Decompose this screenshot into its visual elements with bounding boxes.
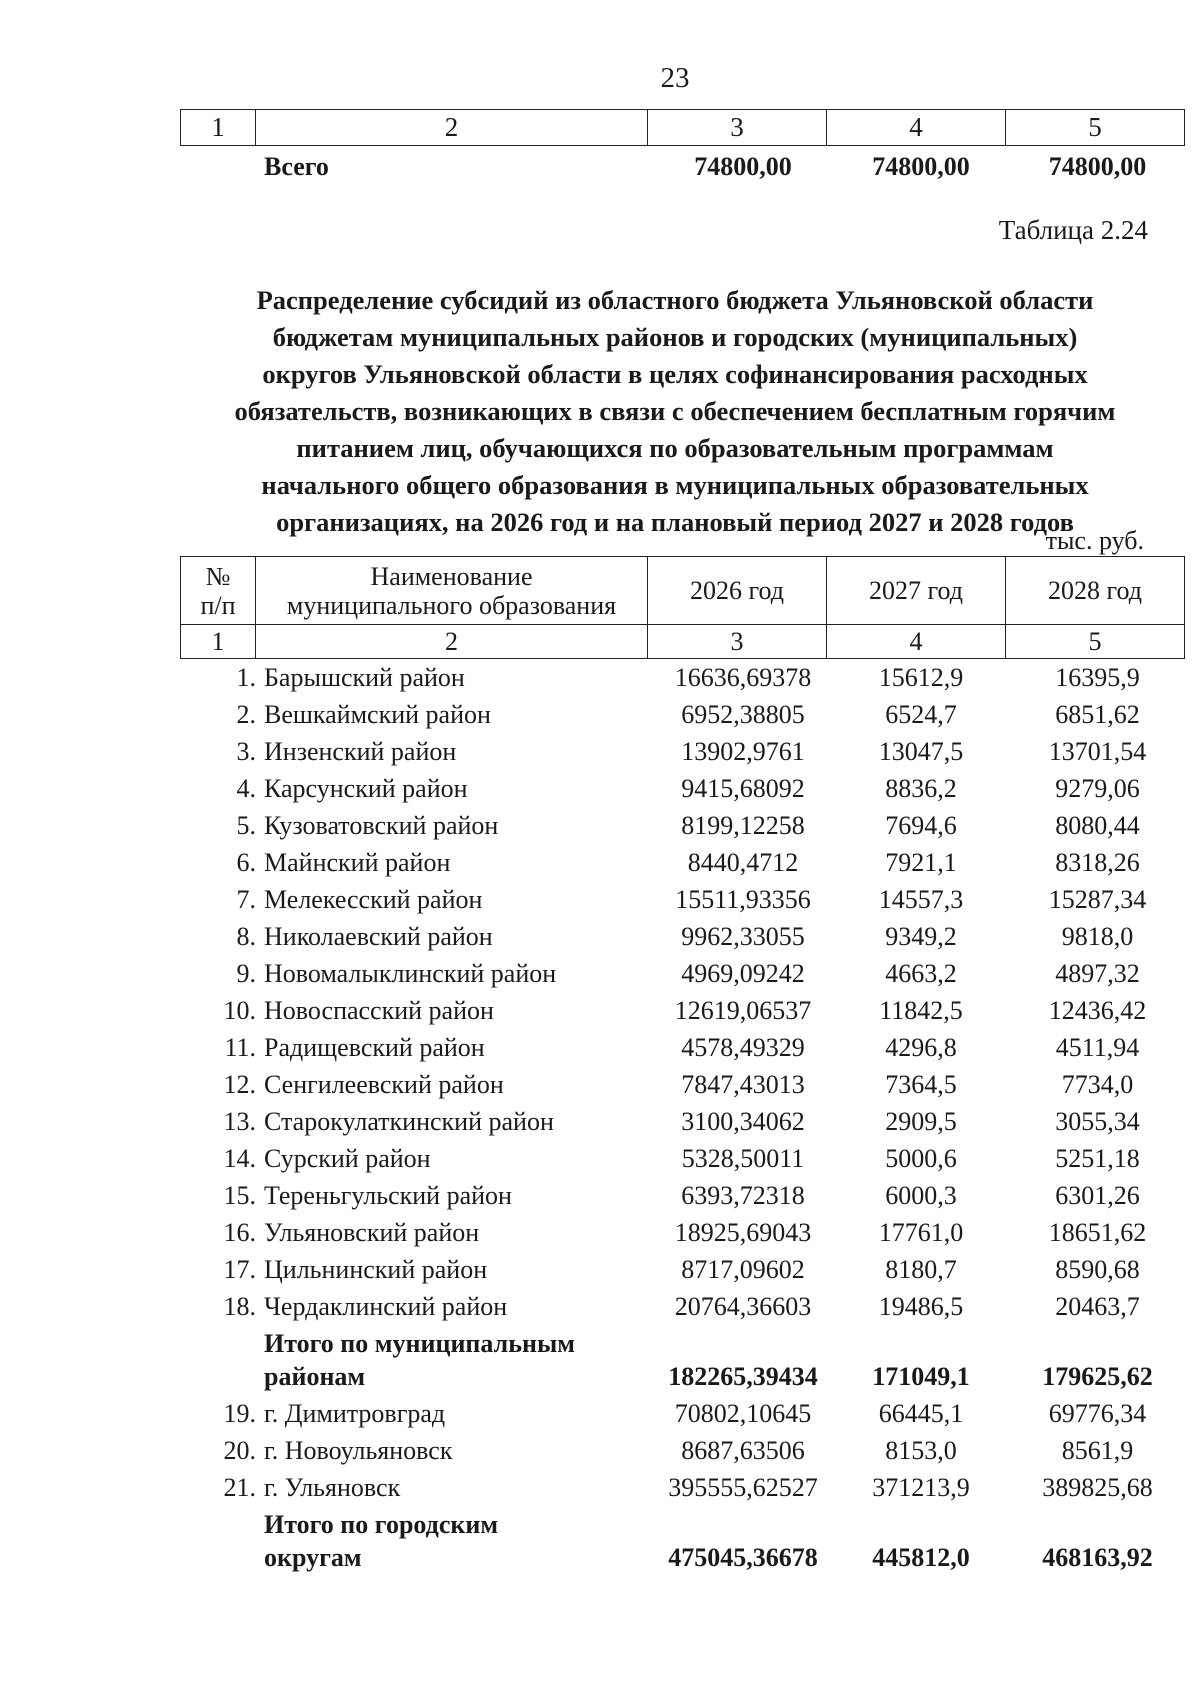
row-2026: 15511,93356: [675, 885, 811, 914]
row-2027: 19486,5: [878, 1292, 964, 1321]
row-2026: 8440,4712: [687, 848, 799, 877]
col-index-4: 4: [827, 625, 1006, 659]
row-2028: 8318,26: [1055, 848, 1140, 877]
row-number: 2.: [236, 700, 256, 729]
title-line: округов Ульяновской области в целях софинансирования расходных: [262, 359, 1088, 389]
row-2028: 16395,9: [1055, 663, 1140, 692]
row-name: Мелекесский район: [264, 885, 483, 914]
row-number: 14.: [223, 1144, 256, 1173]
main-table-header: [180, 556, 1185, 659]
row-2026: 4578,49329: [681, 1033, 805, 1062]
row-2028: 3055,34: [1055, 1107, 1140, 1136]
row-2028: 20463,7: [1055, 1292, 1140, 1321]
top-total-2028: 74800,00: [1048, 152, 1147, 181]
row-2026: 6952,38805: [681, 700, 805, 729]
row-2027: 7921,1: [885, 848, 957, 877]
subtotal-districts-2028: 179625,62: [1042, 1362, 1153, 1391]
col-index-2: 2: [256, 625, 648, 659]
row-2028: 8590,68: [1055, 1255, 1140, 1284]
col-index-2: 2: [256, 110, 648, 146]
row-2028: 8561,9: [1061, 1436, 1134, 1465]
row-name: Карсунский район: [264, 774, 468, 803]
row-name: Новомалыклинский район: [264, 959, 557, 988]
page-number: 23: [660, 62, 690, 94]
row-number: 9.: [236, 959, 256, 988]
row-number: 5.: [236, 811, 256, 840]
row-number: 21.: [223, 1473, 256, 1502]
row-2027: 15612,9: [878, 663, 964, 692]
row-2026: 8199,12258: [681, 811, 805, 840]
title-line: питанием лиц, обучающихся по образовательным программам: [296, 433, 1054, 463]
subtotal-districts-2026: 182265,39434: [668, 1362, 818, 1391]
row-2027: 13047,5: [878, 737, 964, 766]
row-2028: 389825,68: [1042, 1473, 1153, 1502]
row-number: 1.: [236, 663, 256, 692]
row-2028: 9818,0: [1061, 922, 1134, 951]
row-2026: 395555,62527: [668, 1473, 818, 1502]
col-index-5: 5: [1006, 625, 1185, 659]
row-number: 19.: [223, 1399, 256, 1428]
row-number: 18.: [223, 1292, 256, 1321]
row-name: Ульяновский район: [264, 1218, 480, 1247]
row-name: Николаевский район: [264, 922, 493, 951]
row-name: Цильнинский район: [264, 1255, 488, 1284]
row-2027: 5000,6: [885, 1144, 957, 1173]
title-line: Распределение субсидий из областного бюджета Ульяновской области: [256, 285, 1094, 315]
title-line: организациях, на 2026 год и на плановый период 2027 и 2028 годов: [276, 507, 1074, 537]
row-2027: 4296,8: [885, 1033, 957, 1062]
row-2026: 13902,9761: [681, 737, 805, 766]
row-name: Старокулаткинский район: [264, 1107, 554, 1136]
row-2027: 8836,2: [885, 774, 957, 803]
row-2027: 371213,9: [872, 1473, 970, 1502]
subtotal-label-line2: районам: [264, 1362, 366, 1391]
row-2027: 2909,5: [885, 1107, 957, 1136]
row-name: Радищевский район: [264, 1033, 485, 1062]
row-name: Вешкаймский район: [264, 700, 491, 729]
row-2028: 18651,62: [1048, 1218, 1147, 1247]
col-index-3: 3: [648, 625, 827, 659]
row-2027: 8180,7: [885, 1255, 957, 1284]
row-2026: 18925,69043: [674, 1218, 812, 1247]
row-name: Сенгилеевский район: [264, 1070, 504, 1099]
row-2027: 4663,2: [885, 959, 957, 988]
header-name: [256, 557, 648, 625]
row-number: 11.: [224, 1033, 256, 1062]
continued-table-header: [180, 109, 1185, 146]
row-number: 7.: [236, 885, 256, 914]
subtotal-cities-line1: Итого по городским: [264, 1510, 499, 1539]
header-name-line1: Наименование: [370, 561, 533, 591]
header-name-line2: муниципального образования: [286, 590, 617, 620]
col-index-1: 1: [181, 110, 256, 146]
col-index-1: 1: [181, 625, 256, 659]
row-2026: 9415,68092: [681, 774, 805, 803]
row-2028: 69776,34: [1048, 1399, 1147, 1428]
row-number: 10.: [223, 996, 256, 1025]
row-number: 13.: [223, 1107, 256, 1136]
row-2028: 5251,18: [1055, 1144, 1140, 1173]
col-index-5: 5: [1006, 110, 1185, 146]
row-2028: 15287,34: [1048, 885, 1147, 914]
row-2028: 4897,32: [1055, 959, 1140, 988]
row-2028: 12436,42: [1048, 996, 1147, 1025]
row-number: 12.: [223, 1070, 256, 1099]
row-name: Тереньгульский район: [264, 1181, 512, 1210]
row-2028: 13701,54: [1048, 737, 1147, 766]
row-name: г. Димитровград: [264, 1399, 446, 1428]
subtotal-cities-line2: округам: [264, 1543, 362, 1572]
row-number: 16.: [223, 1218, 256, 1247]
row-2027: 66445,1: [878, 1399, 964, 1428]
row-2026: 5328,50011: [681, 1144, 805, 1173]
header-2026: 2026 год: [648, 557, 827, 625]
row-name: г. Новоульяновск: [264, 1436, 453, 1465]
subtotal-cities-2028: 468163,92: [1042, 1543, 1153, 1572]
row-2026: 12619,06537: [674, 996, 812, 1025]
subtotal-cities-2027: 445812,0: [872, 1543, 970, 1572]
subtotal-cities-2026: 475045,36678: [668, 1543, 818, 1572]
row-number: 6.: [236, 848, 256, 877]
row-name: г. Ульяновск: [264, 1473, 401, 1502]
top-total-label: Всего: [264, 152, 329, 181]
row-2027: 11842,5: [879, 996, 963, 1025]
col-index-4: 4: [827, 110, 1006, 146]
row-2028: 4511,94: [1055, 1033, 1140, 1062]
row-2026: 7847,43013: [681, 1070, 805, 1099]
row-2027: 17761,0: [878, 1218, 964, 1247]
row-name: Новоспасский район: [264, 996, 494, 1025]
header-2027: 2027 год: [827, 557, 1006, 625]
row-2026: 3100,34062: [681, 1107, 805, 1136]
row-2027: 6524,7: [885, 700, 957, 729]
units-label: тыс. руб.: [1045, 526, 1144, 555]
col-index-3: 3: [648, 110, 827, 146]
row-2027: 7364,5: [885, 1070, 957, 1099]
row-name: Кузоватовский район: [264, 811, 499, 840]
subtotal-label-line1: Итого по муниципальным: [264, 1329, 575, 1358]
row-2026: 16636,69378: [674, 663, 812, 692]
row-number: 4.: [236, 774, 256, 803]
header-num: [181, 557, 256, 625]
row-name: Сурский район: [264, 1144, 431, 1173]
row-2027: 14557,3: [878, 885, 964, 914]
row-number: 20.: [223, 1436, 256, 1465]
row-2026: 8687,63506: [681, 1436, 805, 1465]
table-label: Таблица 2.24: [998, 215, 1148, 245]
row-number: 3.: [236, 737, 256, 766]
row-2028: 7734,0: [1061, 1070, 1134, 1099]
row-2027: 9349,2: [885, 922, 957, 951]
row-2026: 6393,72318: [681, 1181, 805, 1210]
row-2026: 8717,09602: [681, 1255, 805, 1284]
row-2027: 6000,3: [885, 1181, 957, 1210]
row-name: Майнский район: [264, 848, 451, 877]
row-name: Барышский район: [264, 663, 465, 692]
row-2026: 9962,33055: [681, 922, 805, 951]
row-2027: 7694,6: [885, 811, 957, 840]
row-2026: 70802,10645: [674, 1399, 812, 1428]
header-2028: 2028 год: [1006, 557, 1185, 625]
row-2026: 20764,36603: [674, 1292, 812, 1321]
row-2028: 8080,44: [1055, 811, 1140, 840]
title-line: начального общего образования в муниципальных образовательных: [261, 470, 1089, 500]
header-num-line2: п/п: [200, 590, 236, 620]
row-2028: 9279,06: [1055, 774, 1140, 803]
header-num-line1: №: [205, 561, 231, 591]
top-total-2027: 74800,00: [872, 152, 970, 181]
subtotal-districts-2027: 171049,1: [872, 1362, 970, 1391]
row-number: 17.: [223, 1255, 256, 1284]
table-title: [160, 282, 1190, 541]
title-line: бюджетам муниципальных районов и городских (муниципальных): [272, 322, 1078, 352]
row-2028: 6851,62: [1055, 700, 1140, 729]
row-name: Инзенский район: [264, 737, 457, 766]
row-2027: 8153,0: [885, 1436, 957, 1465]
row-number: 15.: [223, 1181, 256, 1210]
top-total-2026: 74800,00: [694, 152, 792, 181]
title-line: обязательств, возникающих в связи с обеспечением бесплатным горячим: [234, 396, 1116, 426]
row-name: Чердаклинский район: [264, 1292, 508, 1321]
row-number: 8.: [236, 922, 256, 951]
row-2026: 4969,09242: [681, 959, 805, 988]
row-2028: 6301,26: [1055, 1181, 1140, 1210]
